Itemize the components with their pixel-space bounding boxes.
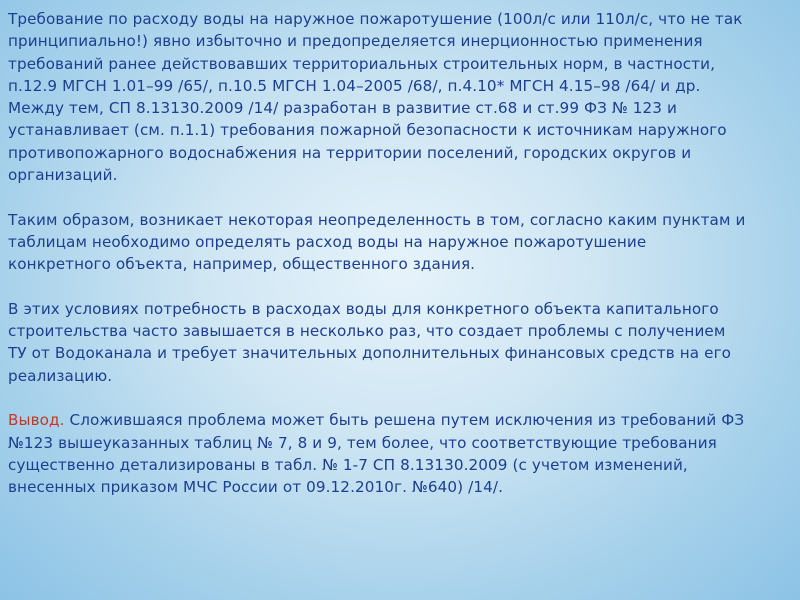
paragraph-uncertainty: Таким образом, возникает некоторая неопределенность в том, согласно каким пунктам и таблицам необходимо определять расход воды на наружное пожаротушение конкретного объекта, например, общественного здания.	[8, 210, 746, 274]
conclusion-text: Сложившаяся проблема может быть решена путем исключения из требований ФЗ №123 вышеуказанных таблиц № 7, 8 и 9, тем более, что соответствующие требования существенно детализированы в табл. № 1-7 СП 8.13130.2009 (с учетом изменений, внесенных приказом МЧС России от 09.12.2010г. №640) /14/.	[8, 411, 745, 497]
slide-text-block	[8, 8, 792, 499]
paragraph-consequences: В этих условиях потребность в расходах воды для конкретного объекта капитального строительства часто завышается в несколько раз, что создает проблемы с получением ТУ от Водоканала и требует значительных дополнительных финансовых средств на его реализацию.	[8, 299, 732, 385]
paragraph-gap	[8, 276, 792, 298]
paragraph-requirements: Требование по расходу воды на наружное пожаротушение (100л/с или 110л/с, что не так принципиально!) явно избыточно и предопределяется инерционностью применения требований ранее действовавших территориальных строительных норм, в частности, п.12.9 МГСН 1.01–99 /65/, п.10.5 МГСН 1.04–2005 /68/, п.4.10* МГСН 4.15–98 /64/ и др. Между тем, СП 8.13130.2009 /14/ разработан в развитие ст.68 и ст.99 ФЗ № 123 и устанавливает (см. п.1.1) требования пожарной безопасности к источникам наружного противопожарного водоснабжения на территории поселений, городских округов и организаций.	[8, 10, 743, 185]
paragraph-conclusion	[8, 409, 792, 498]
paragraph-gap	[8, 186, 792, 208]
paragraph-gap	[8, 387, 792, 409]
conclusion-label: Вывод.	[8, 411, 65, 430]
